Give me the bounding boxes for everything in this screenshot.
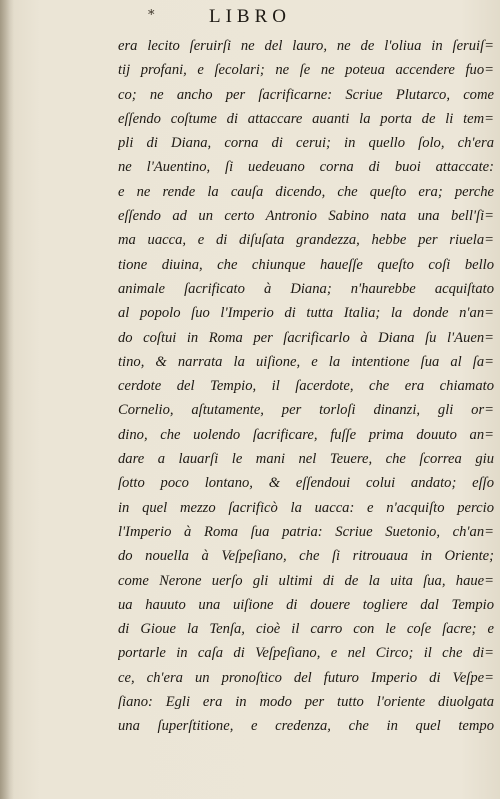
text-line: in quel mezzo ſacrificò la uacca: e n'acquiſto percio xyxy=(118,499,494,516)
text-line: animale ſacrificato à Diana; n'haurebbe acquiſtato xyxy=(118,280,494,297)
text-line: portarle in caſa di Veſpeſiano, e nel Circo; il che di= xyxy=(118,645,494,662)
text-line: tione diuina, che chiunque haueſſe queſto coſi bello xyxy=(118,256,494,273)
text-line: dare a lauarſi le mani nel Teuere, che ſcorrea giu xyxy=(118,451,494,468)
text-line: ſiano: Egli era in modo per tutto l'oriente diuolgata xyxy=(118,694,494,711)
text-line: tij profani, e ſecolari; ne ſe ne poteua accendere fuo= xyxy=(118,62,494,79)
text-line: di Gioue la Tenſa, cioè il carro con le coſe ſacre; e xyxy=(118,621,494,638)
gutter-shadow xyxy=(0,0,14,799)
text-line: tino, & narrata la uiſione, e la intentione ſua al ſa= xyxy=(118,353,494,370)
text-line: eſſendo ad un certo Antronio Sabino nata una bell'ſi= xyxy=(118,208,494,225)
text-line: ce, ch'era un pronoſtico del futuro Imperio di Veſpe= xyxy=(118,669,494,686)
text-line: una ſuperſtitione, e credenza, che in quel tempo xyxy=(118,718,494,735)
text-line: cerdote del Tempio, il ſacerdote, che era chiamato xyxy=(118,378,494,395)
text-line: Cornelio, aſtutamente, per torloſi dinanzi, gli or= xyxy=(118,402,494,419)
text-line: l'Imperio à Roma ſua patria: Scriue Suetonio, ch'an= xyxy=(118,523,494,540)
text-line: era lecito ſeruirſi ne del lauro, ne de l'oliua in ſeruiſ= xyxy=(118,38,494,54)
text-line: ma uacca, e di diſuſata grandezza, hebbe per riuela= xyxy=(118,232,494,249)
text-line: al popolo ſuo l'Imperio di tutta Italia; la donde n'an= xyxy=(118,305,494,322)
text-line: eſſendo coſtume di attaccare auanti la porta de li tem= xyxy=(118,110,494,127)
text-line: dino, che uolendo ſacrificare, fuſſe prima douuto an= xyxy=(118,426,494,443)
text-line: ſotto poco lontano, & eſſendoui colui andato; eſſo xyxy=(118,475,494,492)
folio-mark: * xyxy=(148,8,155,23)
text-line: do coſtui in Roma per ſacrificarlo à Diana ſu l'Auen= xyxy=(118,329,494,346)
body-text xyxy=(118,34,494,739)
text-line: pli di Diana, corna di cerui; in quello ſolo, ch'era xyxy=(118,135,494,152)
text-line: ua hauuto una uiſione di douere togliere dal Tempio xyxy=(118,596,494,613)
text-line: e ne rende la cauſa dicendo, che queſto era; perche xyxy=(118,183,494,200)
text-line: ne l'Auentino, ſi uedeuano corna di buoi attaccate: xyxy=(118,159,494,176)
running-head: LIBRO xyxy=(209,6,291,27)
text-line: come Nerone uerſo gli ultimi di de la uita ſua, haue= xyxy=(118,572,494,589)
text-line: do nouella à Veſpeſiano, che ſi ritrouaua in Oriente; xyxy=(118,548,494,565)
text-line: co; ne ancho per ſacrificarne: Scriue Plutarco, come xyxy=(118,86,494,103)
